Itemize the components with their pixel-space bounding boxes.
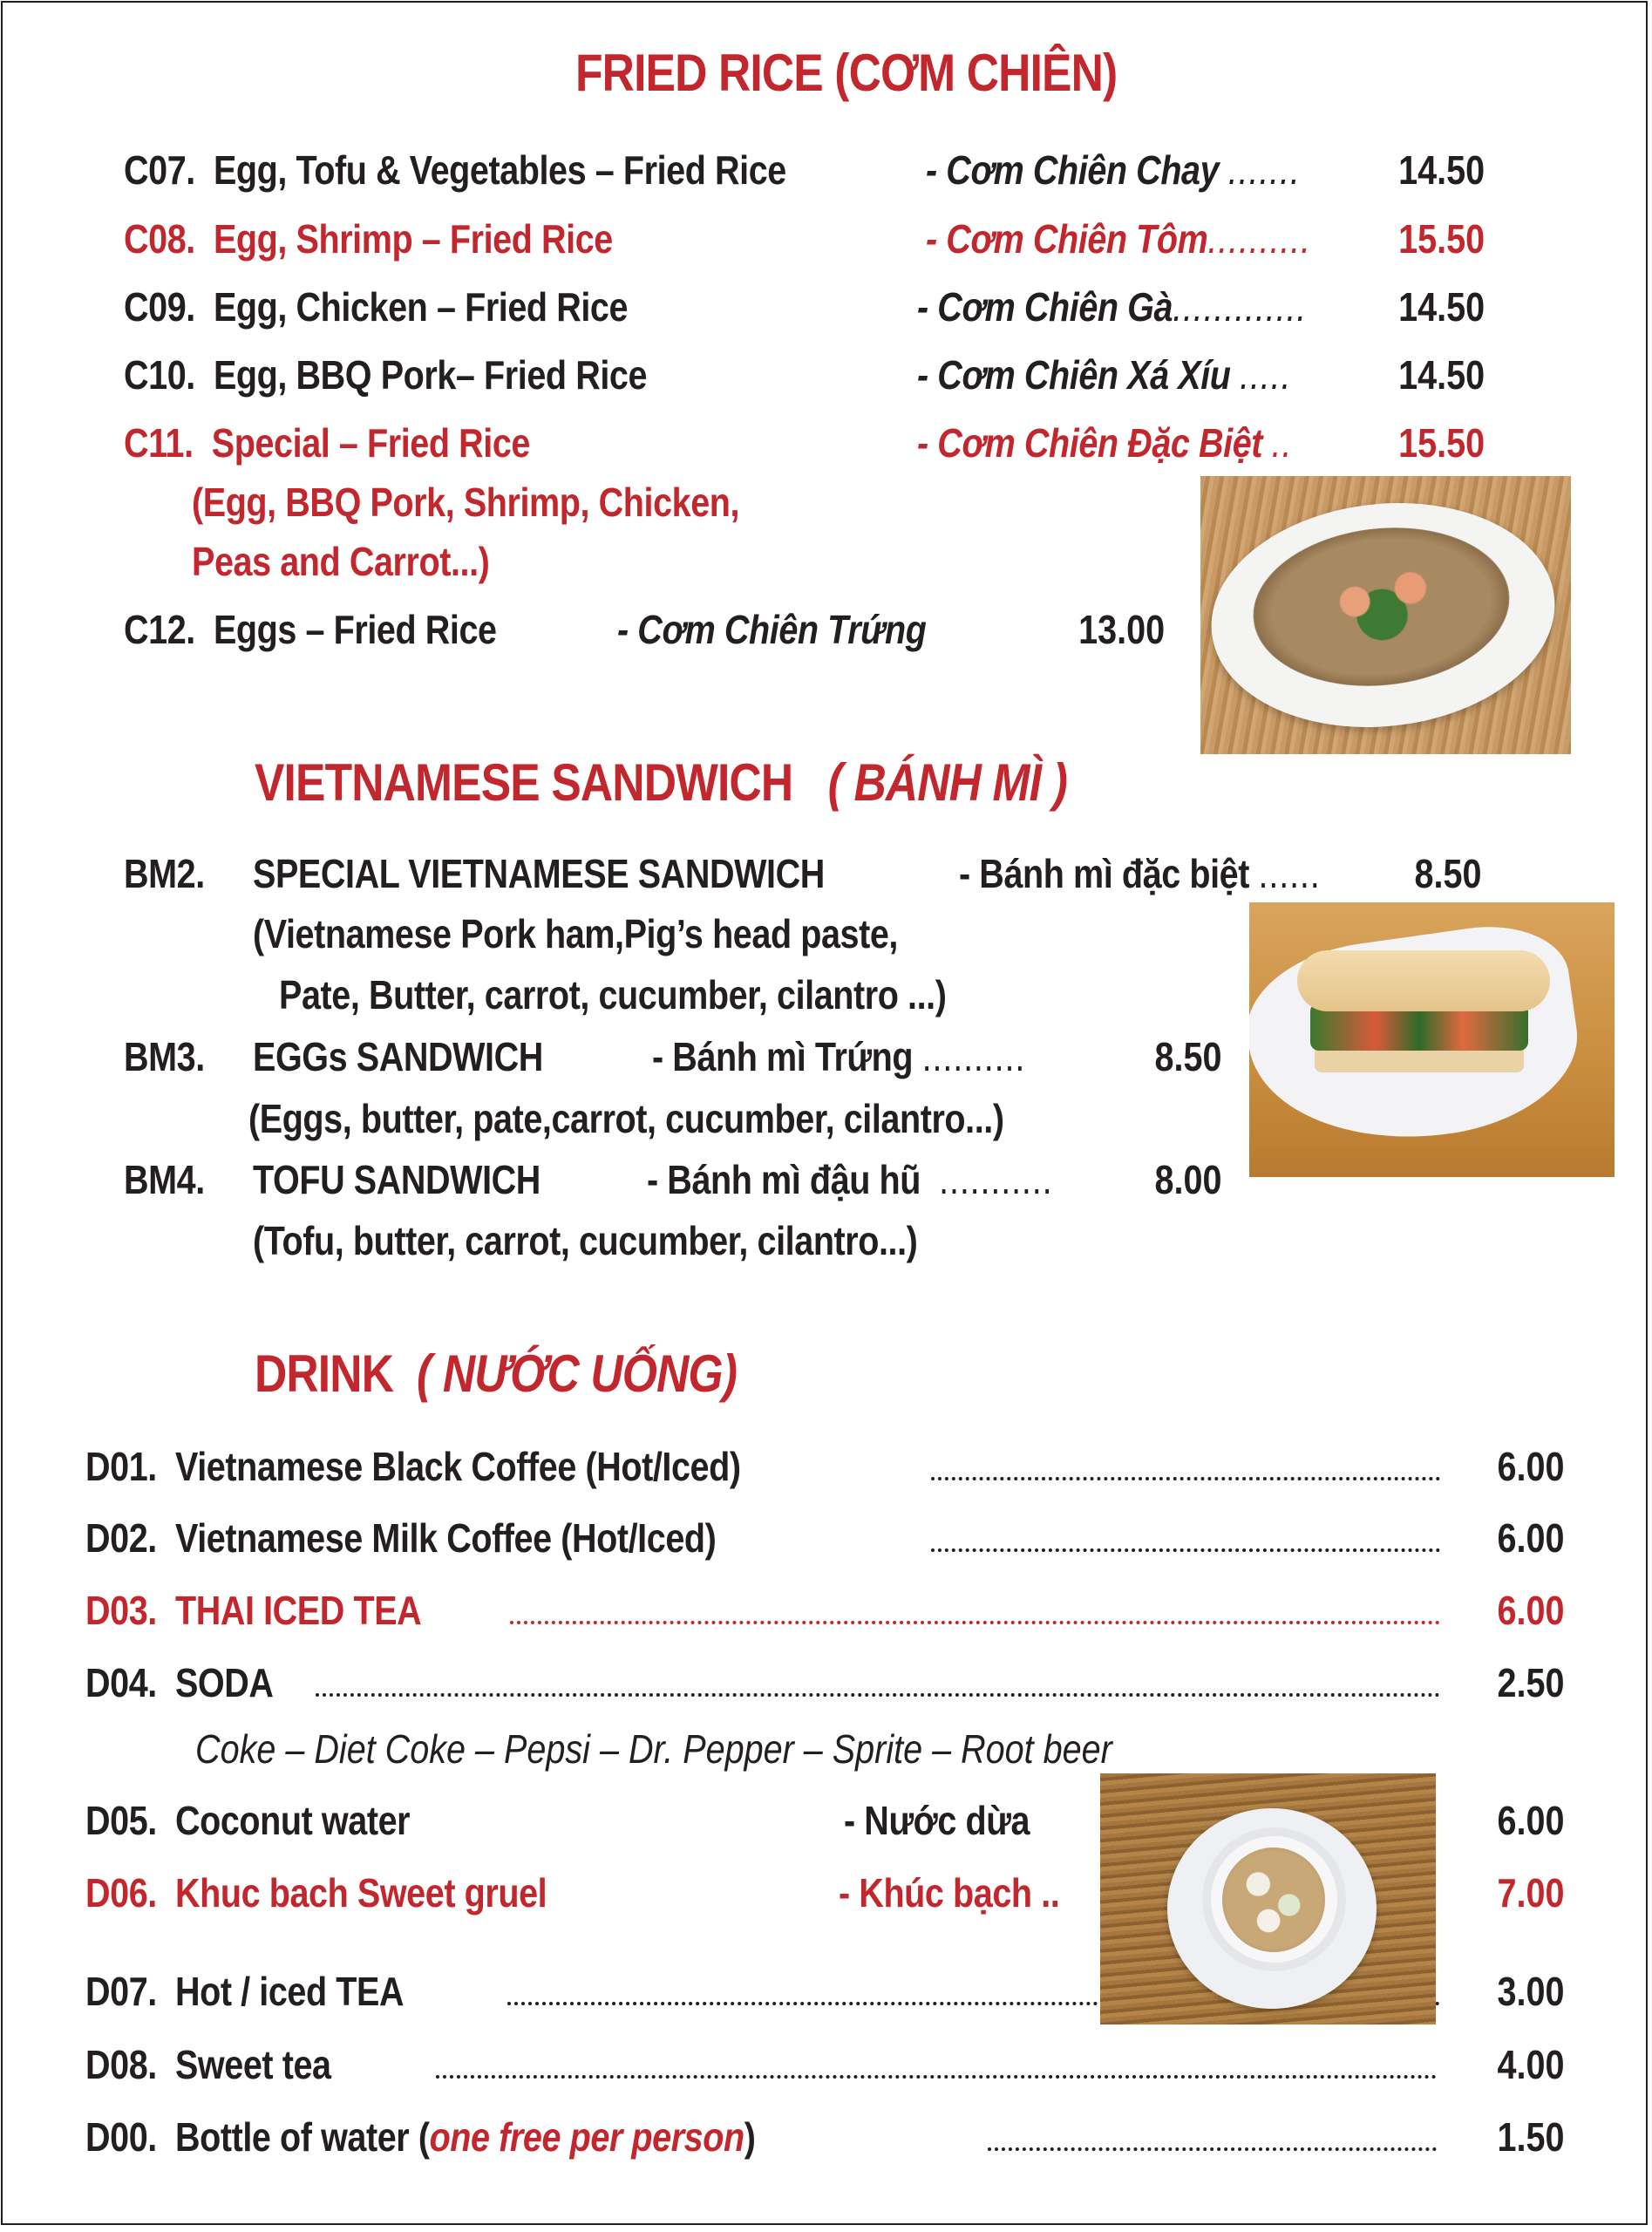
item-price: 6.00: [1498, 1588, 1565, 1633]
item-code: D02.: [85, 1515, 157, 1561]
item-name: THAI ICED TEA: [174, 1588, 422, 1633]
item-viet-name: - Cơm Chiên Gà: [917, 284, 1173, 330]
item-price: 13.00: [1078, 607, 1165, 652]
item-name: Vietnamese Black Coffee (Hot/Iced): [174, 1444, 741, 1489]
item-name: Coconut water: [174, 1798, 411, 1843]
dot-leader: .......: [1227, 147, 1301, 193]
item-price: 8.50: [1155, 1034, 1222, 1079]
item-name: Sweet tea: [174, 2042, 331, 2087]
item-viet-name: - Cơm Chiên Tôm: [926, 216, 1208, 262]
banh-mi-sandwich-photo: [1249, 902, 1615, 1177]
item-code: D04.: [85, 1660, 157, 1705]
title-en: VIETNAMESE SANDWICH: [255, 753, 793, 812]
section-title-drink: [255, 1344, 738, 1403]
item-name: Eggs – Fried Rice: [213, 607, 497, 652]
item-viet-name: - Bánh mì Trứng: [652, 1034, 914, 1079]
item-price: 3.00: [1498, 1969, 1565, 2014]
item-code: C09.: [124, 284, 195, 330]
dot-leader: [931, 1477, 1440, 1480]
dot-leader: ......: [1258, 851, 1321, 896]
item-code: D01.: [85, 1444, 157, 1489]
item-price: 14.50: [1397, 147, 1485, 193]
item-viet-name: - Bánh mì đậu hũ: [647, 1157, 921, 1202]
dot-leader: [316, 1693, 1440, 1697]
title-vn: ( BÁNH MÌ ): [827, 753, 1067, 812]
section-title-fried-rice: FRIED RICE (CƠM CHIÊN): [575, 44, 1118, 102]
item-price: 1.50: [1498, 2114, 1565, 2160]
item-description: (Tofu, butter, carrot, cucumber, cilantro...): [253, 1218, 918, 1263]
item-code: C11.: [124, 420, 194, 466]
khuc-bach-dessert-photo: [1100, 1773, 1436, 2024]
item-description: (Egg, BBQ Pork, Shrimp, Chicken,: [192, 480, 740, 525]
item-name: TOFU SANDWICH: [253, 1157, 540, 1202]
title-en: DRINK: [255, 1344, 394, 1403]
item-price: 14.50: [1397, 352, 1485, 398]
item-name: EGGs SANDWICH: [253, 1034, 543, 1079]
item-code: D00.: [85, 2114, 157, 2160]
item-price: 7.00: [1498, 1870, 1565, 1916]
item-name: Egg, Chicken – Fried Rice: [213, 284, 629, 330]
title-vn: ( NƯỚC UỐNG): [417, 1344, 738, 1403]
item-price: 6.00: [1498, 1515, 1565, 1561]
item-code: BM4.: [124, 1157, 205, 1202]
dot-leader: [931, 1548, 1440, 1552]
dot-leader: .....: [1240, 352, 1292, 398]
item-code: D05.: [85, 1798, 157, 1843]
bread-top-shape: [1297, 950, 1550, 1011]
dot-leader: [988, 2147, 1437, 2151]
item-viet-name: - Cơm Chiên Xá Xíu: [917, 352, 1231, 398]
item-price: 4.00: [1498, 2042, 1565, 2087]
dot-leader: [436, 2075, 1437, 2079]
item-name: Egg, Shrimp – Fried Rice: [213, 216, 613, 262]
soda-options: Coke – Diet Coke – Pepsi – Dr. Pepper – Sprite – Root beer: [195, 1726, 1112, 1772]
fried-rice-plate-photo: [1200, 476, 1571, 754]
item-price: 8.00: [1155, 1157, 1222, 1202]
item-code: BM3.: [124, 1034, 205, 1079]
item-description: Peas and Carrot...): [192, 539, 490, 584]
item-description: (Vietnamese Pork ham,Pig’s head paste,: [253, 911, 899, 956]
item-name: Egg, BBQ Pork– Fried Rice: [213, 352, 648, 398]
item-viet-name: - Khúc bạch ..: [839, 1870, 1060, 1916]
item-code: D08.: [85, 2042, 157, 2087]
item-price: 8.50: [1415, 851, 1482, 896]
item-code: C08.: [124, 216, 195, 262]
dot-leader: .............: [1173, 284, 1308, 330]
item-description: Pate, Butter, carrot, cucumber, cilantro ...): [279, 972, 947, 1017]
item-name: Special – Fried Rice: [211, 420, 530, 466]
item-price: 6.00: [1498, 1444, 1565, 1489]
item-name: Hot / iced TEA: [174, 1969, 405, 2014]
item-code: D06.: [85, 1870, 157, 1916]
item-viet-name: - Nước dừa: [844, 1798, 1030, 1843]
item-name: Egg, Tofu & Vegetables – Fried Rice: [213, 147, 786, 193]
dot-leader: ..........: [921, 1034, 1026, 1079]
item-description: (Eggs, butter, pate,carrot, cucumber, cilantro...): [248, 1096, 1004, 1141]
item-code: C12.: [124, 607, 195, 652]
dot-leader: ..........: [1207, 216, 1311, 262]
section-title-sandwich: [255, 753, 1067, 812]
dot-leader: ..: [1271, 420, 1293, 466]
item-price: 2.50: [1498, 1660, 1565, 1705]
item-viet-name: - Cơm Chiên Trứng: [617, 607, 927, 652]
item-viet-name: - Bánh mì đặc biệt: [959, 851, 1249, 896]
item-name: SODA: [174, 1660, 274, 1705]
item-name-end: ): [744, 2114, 756, 2160]
item-name: Vietnamese Milk Coffee (Hot/Iced): [174, 1515, 717, 1561]
item-price: 15.50: [1397, 420, 1485, 466]
item-price: 6.00: [1498, 1798, 1565, 1843]
item-code: C10.: [124, 352, 195, 398]
item-code: C07.: [124, 147, 195, 193]
free-water-note: one free per person: [429, 2114, 744, 2160]
item-price: 15.50: [1397, 216, 1485, 262]
item-name: Bottle of water (: [174, 2114, 430, 2160]
item-name: SPECIAL VIETNAMESE SANDWICH: [253, 851, 825, 896]
item-viet-name: - Cơm Chiên Đặc Biệt: [917, 420, 1263, 466]
item-viet-name: - Cơm Chiên Chay: [926, 147, 1220, 193]
item-code: D03.: [85, 1588, 157, 1633]
item-name: Khuc bach Sweet gruel: [174, 1870, 547, 1916]
item-code: D07.: [85, 1969, 157, 2014]
dot-leader: [510, 1621, 1440, 1624]
dessert-food-shape: [1222, 1848, 1325, 1952]
item-code: BM2.: [124, 851, 205, 896]
item-price: 14.50: [1397, 284, 1485, 330]
dot-leader: ...........: [939, 1157, 1053, 1202]
